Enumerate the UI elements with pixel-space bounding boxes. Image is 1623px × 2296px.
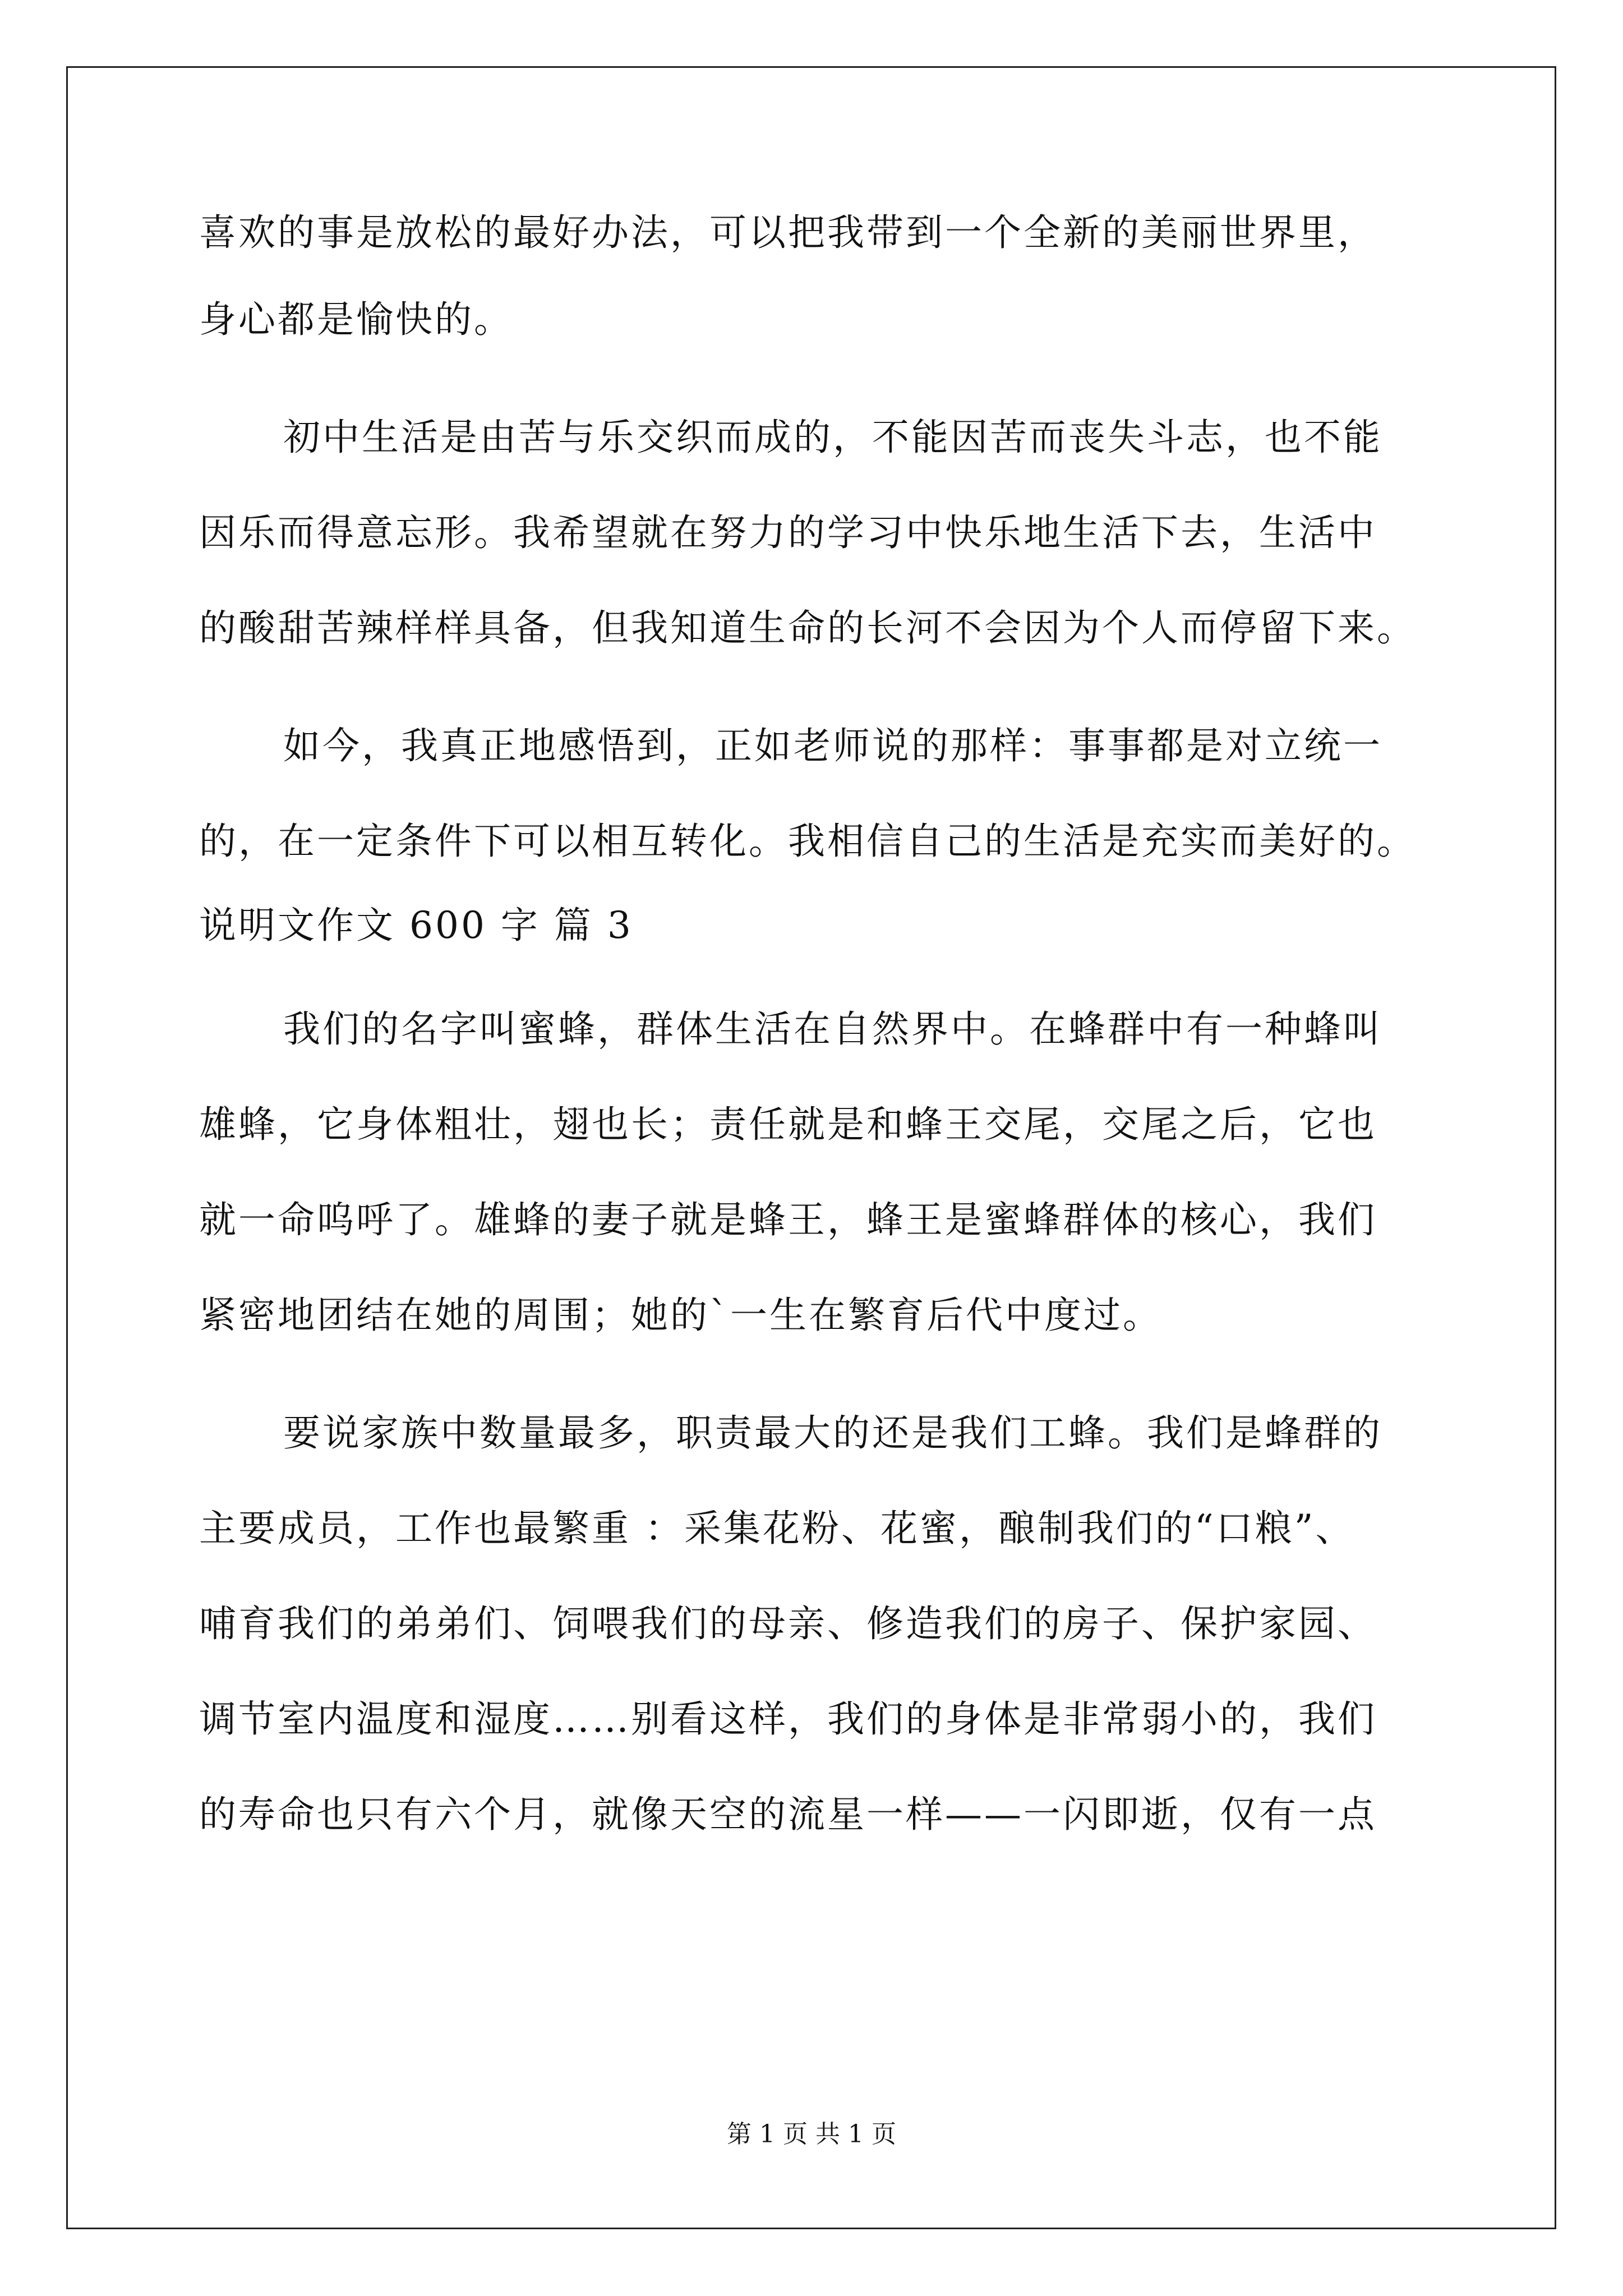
- page-footer: 第 1 页 共 1 页: [727, 2120, 896, 2148]
- text-line: 主要成员，工作也最繁重 ：采集花粉、花蜜，酿制我们的“口粮”、: [199, 1507, 1355, 1550]
- section-heading: 说明文作文 600 字 篇 3: [199, 904, 633, 947]
- text-line: 初中生活是由苦与乐交织而成的，不能因苦而丧失斗志，也不能: [283, 416, 1382, 459]
- text-line: 我们的名字叫蜜蜂，群体生活在自然界中。在蜂群中有一种蜂叫: [283, 1007, 1382, 1051]
- text-line: 哺育我们的弟弟们、饲喂我们的母亲、修造我们的房子、保护家园、: [199, 1602, 1377, 1645]
- text-line: 的，在一定条件下可以相互转化。我相信自己的生活是充实而美好的。: [199, 820, 1416, 863]
- text-line: 喜欢的事是放松的最好办法，可以把我带到一个全新的美丽世界里，: [199, 211, 1377, 254]
- text-line: 因乐而得意忘形。我希望就在努力的学习中快乐地生活下去，生活中: [199, 511, 1377, 554]
- text-line: 如今，我真正地感悟到，正如老师说的那样：事事都是对立统一: [283, 724, 1382, 767]
- text-line: 就一命呜呼了。雄蜂的妻子就是蜂王，蜂王是蜜蜂群体的核心，我们: [199, 1198, 1377, 1241]
- text-line: 的酸甜苦辣样样具备，但我知道生命的长河不会因为个人而停留下来。: [199, 606, 1416, 650]
- text-line: 要说家族中数量最多，职责最大的还是我们工蜂。我们是蜂群的: [283, 1411, 1382, 1455]
- text-line: 调节室内温度和湿度……别看这样，我们的身体是非常弱小的，我们: [199, 1697, 1377, 1741]
- text-line: 雄蜂，它身体粗壮，翅也长；责任就是和蜂王交尾，交尾之后，它也: [199, 1103, 1377, 1146]
- text-line: 的寿命也只有六个月，就像天空的流星一样——一闪即逝，仅有一点: [199, 1793, 1377, 1836]
- text-line: 紧密地团结在她的周围；她的`一生在繁育后代中度过。: [199, 1294, 1162, 1337]
- text-line: 身心都是愉快的。: [199, 298, 513, 341]
